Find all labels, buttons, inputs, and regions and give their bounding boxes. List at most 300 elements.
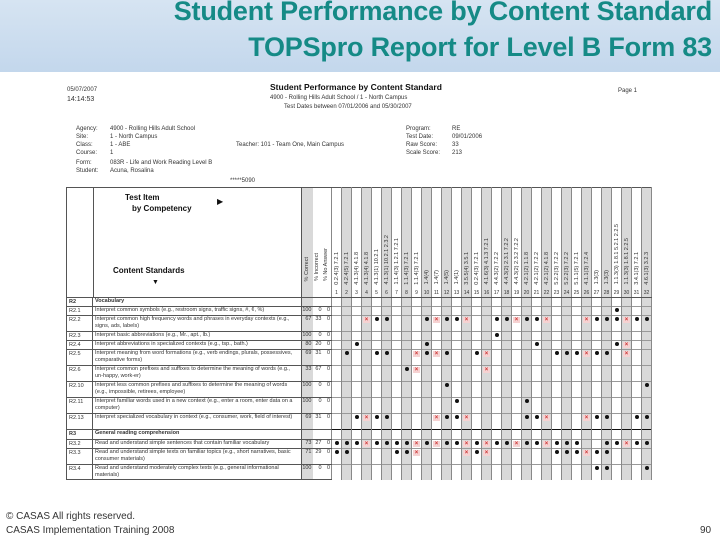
item-cell [392,430,402,440]
item-cell [382,440,392,449]
item-cell [612,350,622,366]
item-number: 3 [352,289,362,298]
item-number: 9 [412,289,422,298]
item-cell [502,350,512,366]
item-cell [552,332,562,341]
item-cell [352,465,362,480]
item-cell [442,449,452,465]
item-cell [622,449,632,465]
item-cell [382,307,392,316]
correct-dot-icon [605,450,609,454]
standard-row [67,398,652,414]
correct-dot-icon [615,441,619,445]
pct-value: 100 [302,332,313,341]
item-header [392,188,402,289]
item-header [602,188,612,289]
standard-description: Read and understand simple texts on familiar topics (e.g., short narratives, basic consumer materials) [93,449,302,465]
incorrect-x-icon: × [584,351,589,357]
item-cell [492,316,502,332]
incorrect-x-icon: × [434,351,439,357]
report-date: 05/07/2007 [67,87,98,93]
table-header-row [67,188,652,289]
item-cell [522,307,532,316]
item-cell [462,449,472,465]
correct-dot-icon [605,351,609,355]
item-cell [392,414,402,430]
item-cell [502,430,512,440]
item-cell [532,341,542,350]
item-cell [422,465,432,480]
item-cell [432,332,442,341]
item-cell [602,382,612,398]
item-cell [482,414,492,430]
item-cell [502,398,512,414]
item-cell [572,366,582,382]
correct-dot-icon [355,415,359,419]
item-cell [552,398,562,414]
item-cell [512,298,522,307]
item-cell [552,449,562,465]
item-cell [442,332,452,341]
item-cell [402,350,412,366]
item-cell [442,414,452,430]
item-cell [332,414,342,430]
item-number: 14 [462,289,472,298]
item-competency: 4.1.3(1) 10.2.1 2.3.2 [383,234,390,285]
item-cell [502,298,512,307]
item-cell [382,332,392,341]
standard-description: Interpret familiar words used in a new context (e.g., enter a room, enter data on a computer) [93,398,302,414]
standard-code: R2.2 [67,316,93,332]
item-competency: 4.1.6(3) 4.1.3 7.2.1 [483,238,490,285]
item-number: 17 [492,289,502,298]
item-competency: 4.4.3(2) 7.2.2 [493,251,500,285]
item-cell [362,398,372,414]
correct-dot-icon [455,441,459,445]
item-cell [422,449,432,465]
item-cell [352,316,362,332]
item-cell [572,350,582,366]
item-cell [552,366,562,382]
standard-description: Interpret less common prefixes and suffixes to determine the meaning of words (e.g., impossible, retirees, employee) [93,382,302,398]
item-cell [632,465,642,480]
item-cell [602,341,612,350]
item-cell [332,316,342,332]
item-cell [572,398,582,414]
correct-dot-icon [375,317,379,321]
incorrect-x-icon: × [544,317,549,323]
correct-dot-icon [425,441,429,445]
report-test-dates: Test Dates between 07/01/2006 and 05/30/2007 [284,104,412,110]
item-cell [372,350,382,366]
correct-dot-icon [405,367,409,371]
item-cell [572,465,582,480]
item-cell [452,316,462,332]
item-cell [482,382,492,398]
item-number: 10 [422,289,432,298]
item-cell [372,440,382,449]
item-header [532,188,542,289]
item-cell [522,341,532,350]
item-cell [642,366,652,382]
correct-dot-icon [525,317,529,321]
item-cell [382,350,392,366]
pct-value: 31 [313,414,323,430]
item-cell [642,440,652,449]
item-cell [362,382,372,398]
item-cell [422,298,432,307]
item-cell [422,398,432,414]
item-cell [532,366,542,382]
report-page: Page 1 [618,88,638,94]
info-value: 4900 - Rolling Hills Adult School [110,126,196,132]
item-cell [572,316,582,332]
incorrect-x-icon: × [364,441,369,447]
incorrect-x-icon: × [484,441,489,447]
item-cell [602,307,612,316]
item-cell [362,316,372,332]
standard-description: Interpret abbreviations in specialized contexts (e.g., tsp., bath.) [93,341,302,350]
item-cell [392,440,402,449]
item-cell [392,350,402,366]
incorrect-x-icon: × [544,441,549,447]
item-cell [332,332,342,341]
standard-row [67,332,652,341]
item-cell [372,414,382,430]
item-header [442,188,452,289]
item-cell [632,449,642,465]
pct-header [313,188,323,298]
item-cell [442,350,452,366]
item-cell [472,398,482,414]
item-cell [582,366,592,382]
item-cell [642,298,652,307]
correct-dot-icon [345,351,349,355]
item-cell [612,449,622,465]
item-cell [422,307,432,316]
correct-dot-icon [445,351,449,355]
pct-value: 0 [313,332,323,341]
incorrect-x-icon: × [434,317,439,323]
item-cell [612,341,622,350]
item-number: 5 [372,289,382,298]
pct-value: 80 [302,341,313,350]
item-cell [462,366,472,382]
item-cell [582,341,592,350]
item-competency: 4.1.3(4) 4.1.8 [353,251,360,285]
item-cell [502,440,512,449]
item-cell [372,465,382,480]
item-cell [572,440,582,449]
item-cell [352,449,362,465]
item-cell [402,298,412,307]
item-cell [402,341,412,350]
item-cell [442,341,452,350]
teacher: Teacher: 101 - Team One, Main Campus [236,142,344,148]
item-cell [452,366,462,382]
incorrect-x-icon: × [484,450,489,456]
item-cell [332,398,342,414]
item-header [472,188,482,289]
item-cell [612,366,622,382]
item-number: 13 [452,289,462,298]
info-value: 33 [452,142,459,148]
item-cell [512,316,522,332]
item-cell [572,332,582,341]
item-competency: 1.3(3) [593,270,600,285]
item-number: 28 [602,289,612,298]
item-cell [542,430,552,440]
standard-description: Read and understand moderately complex texts (e.g., general informational materials) [93,465,302,480]
item-cell [512,430,522,440]
correct-dot-icon [605,466,609,470]
item-cell [342,465,352,480]
item-competency: 4.2.1(2) 7.2.2 [533,251,540,285]
item-header [382,188,392,289]
incorrect-x-icon: × [414,441,419,447]
item-cell [562,298,572,307]
item-cell [542,307,552,316]
incorrect-x-icon: × [514,317,519,323]
item-cell [462,398,472,414]
item-cell [592,298,602,307]
item-cell [632,440,642,449]
item-cell [412,414,422,430]
item-cell [582,440,592,449]
item-cell [482,430,492,440]
item-number: 8 [402,289,412,298]
item-cell [392,298,402,307]
item-cell [642,398,652,414]
item-cell [342,449,352,465]
item-number: 15 [472,289,482,298]
item-cell [552,316,562,332]
item-number: 32 [642,289,652,298]
item-competency: 4.4.3(2) 2.3.2 7.2.2 [513,238,520,285]
corner-divider [93,188,94,297]
item-cell [422,332,432,341]
item-cell [362,449,372,465]
item-cell [392,398,402,414]
item-cell [572,382,582,398]
item-cell [582,414,592,430]
standard-description: Interpret common high frequency words and phrases in everyday contexts (e.g., signs, ads, labels) [93,316,302,332]
incorrect-x-icon: × [464,441,469,447]
info-label: Student: [76,168,99,174]
item-cell [462,307,472,316]
correct-dot-icon [635,441,639,445]
item-cell [402,398,412,414]
item-cell [642,465,652,480]
item-cell [452,332,462,341]
item-cell [482,316,492,332]
item-cell [332,366,342,382]
item-cell [522,332,532,341]
item-cell [532,449,542,465]
correct-dot-icon [575,450,579,454]
item-cell [452,350,462,366]
item-cell [562,316,572,332]
item-cell [552,430,562,440]
correct-dot-icon [395,441,399,445]
item-cell [432,465,442,480]
header-test-item: Test Item [125,193,160,202]
item-cell [392,465,402,480]
item-cell [642,316,652,332]
standard-description: Interpret specialized vocabulary in context (e.g., consumer, work, field of interest) [93,414,302,430]
item-cell [502,449,512,465]
item-competency: 0.2.4(3) 7.2.1 [473,251,480,285]
item-cell [562,430,572,440]
pct-value: 67 [313,366,323,382]
item-cell [432,440,442,449]
correct-dot-icon [645,441,649,445]
item-number: 7 [392,289,402,298]
pct-value: 0 [323,332,332,341]
standard-code: R2.6 [67,366,93,382]
standard-row [67,341,652,350]
item-header [452,188,462,289]
item-cell [492,366,502,382]
item-cell [402,440,412,449]
item-cell [592,316,602,332]
correct-dot-icon [385,415,389,419]
standard-description: Interpret meaning from word formations (e.g., verb endings, plurals, possessives, comparative forms) [93,350,302,366]
item-competency: 1.4(4) [423,270,430,285]
incorrect-x-icon: × [364,415,369,421]
standard-row [67,350,652,366]
item-cell [602,298,612,307]
item-cell [332,341,342,350]
item-number: 12 [442,289,452,298]
item-number: 30 [622,289,632,298]
item-cell [472,440,482,449]
item-cell [592,341,602,350]
item-cell [482,341,492,350]
item-cell [592,465,602,480]
pct-value [323,298,332,307]
item-cell [332,307,342,316]
incorrect-x-icon: × [624,441,629,447]
item-cell [342,350,352,366]
correct-dot-icon [565,351,569,355]
pct-value: 0 [323,449,332,465]
item-cell [442,298,452,307]
item-cell [522,350,532,366]
item-cell [472,350,482,366]
item-cell [332,382,342,398]
item-competency: 4.4.3(2) 2.3.1 7.2.2 [503,238,510,285]
item-cell [532,414,542,430]
item-header [582,188,592,289]
incorrect-x-icon: × [464,450,469,456]
item-header [612,188,622,289]
item-cell [352,332,362,341]
incorrect-x-icon: × [624,342,629,348]
item-header [432,188,442,289]
correct-dot-icon [445,441,449,445]
standard-code: R3.3 [67,449,93,465]
item-header [372,188,382,289]
correct-dot-icon [535,342,539,346]
item-cell [552,465,562,480]
correct-dot-icon [525,441,529,445]
item-cell [602,366,612,382]
incorrect-x-icon: × [414,450,419,456]
correct-dot-icon [455,399,459,403]
item-number: 21 [532,289,542,298]
item-cell [632,382,642,398]
item-cell [532,298,542,307]
item-cell [592,398,602,414]
item-cell [532,350,542,366]
pct-value: 73 [302,440,313,449]
incorrect-x-icon: × [364,317,369,323]
incorrect-x-icon: × [514,441,519,447]
pct-value: 29 [313,449,323,465]
info-value: RE [452,126,461,132]
item-cell [612,465,622,480]
item-cell [622,430,632,440]
item-competency: 4.1.3(1) 10.2.1 [373,248,380,285]
item-cell [472,341,482,350]
incorrect-x-icon: × [584,450,589,456]
item-cell [642,332,652,341]
item-cell [522,316,532,332]
item-cell [402,316,412,332]
correct-dot-icon [595,450,599,454]
pct-value: 0 [323,366,332,382]
correct-dot-icon [385,441,389,445]
item-cell [502,307,512,316]
item-cell [452,382,462,398]
pct-value: 33 [313,316,323,332]
item-cell [602,449,612,465]
item-cell [612,440,622,449]
correct-dot-icon [555,450,559,454]
item-cell [522,398,532,414]
item-cell [642,307,652,316]
incorrect-x-icon: × [414,351,419,357]
item-cell [562,398,572,414]
correct-dot-icon [575,351,579,355]
standard-row [67,414,652,430]
item-cell [522,366,532,382]
item-cell [362,430,372,440]
incorrect-x-icon: × [434,415,439,421]
item-cell [482,350,492,366]
item-number: 16 [482,289,492,298]
item-cell [522,440,532,449]
item-cell [412,307,422,316]
item-cell [442,366,452,382]
item-cell [532,316,542,332]
item-header [512,188,522,289]
item-cell [432,449,442,465]
correct-dot-icon [555,441,559,445]
pct-value: 0 [323,440,332,449]
item-cell [362,366,372,382]
correct-dot-icon [395,450,399,454]
item-cell [472,332,482,341]
standard-code: R3 [67,430,93,440]
item-cell [482,398,492,414]
item-cell [482,298,492,307]
item-cell [372,307,382,316]
item-cell [522,414,532,430]
item-cell [392,341,402,350]
item-cell [362,414,372,430]
